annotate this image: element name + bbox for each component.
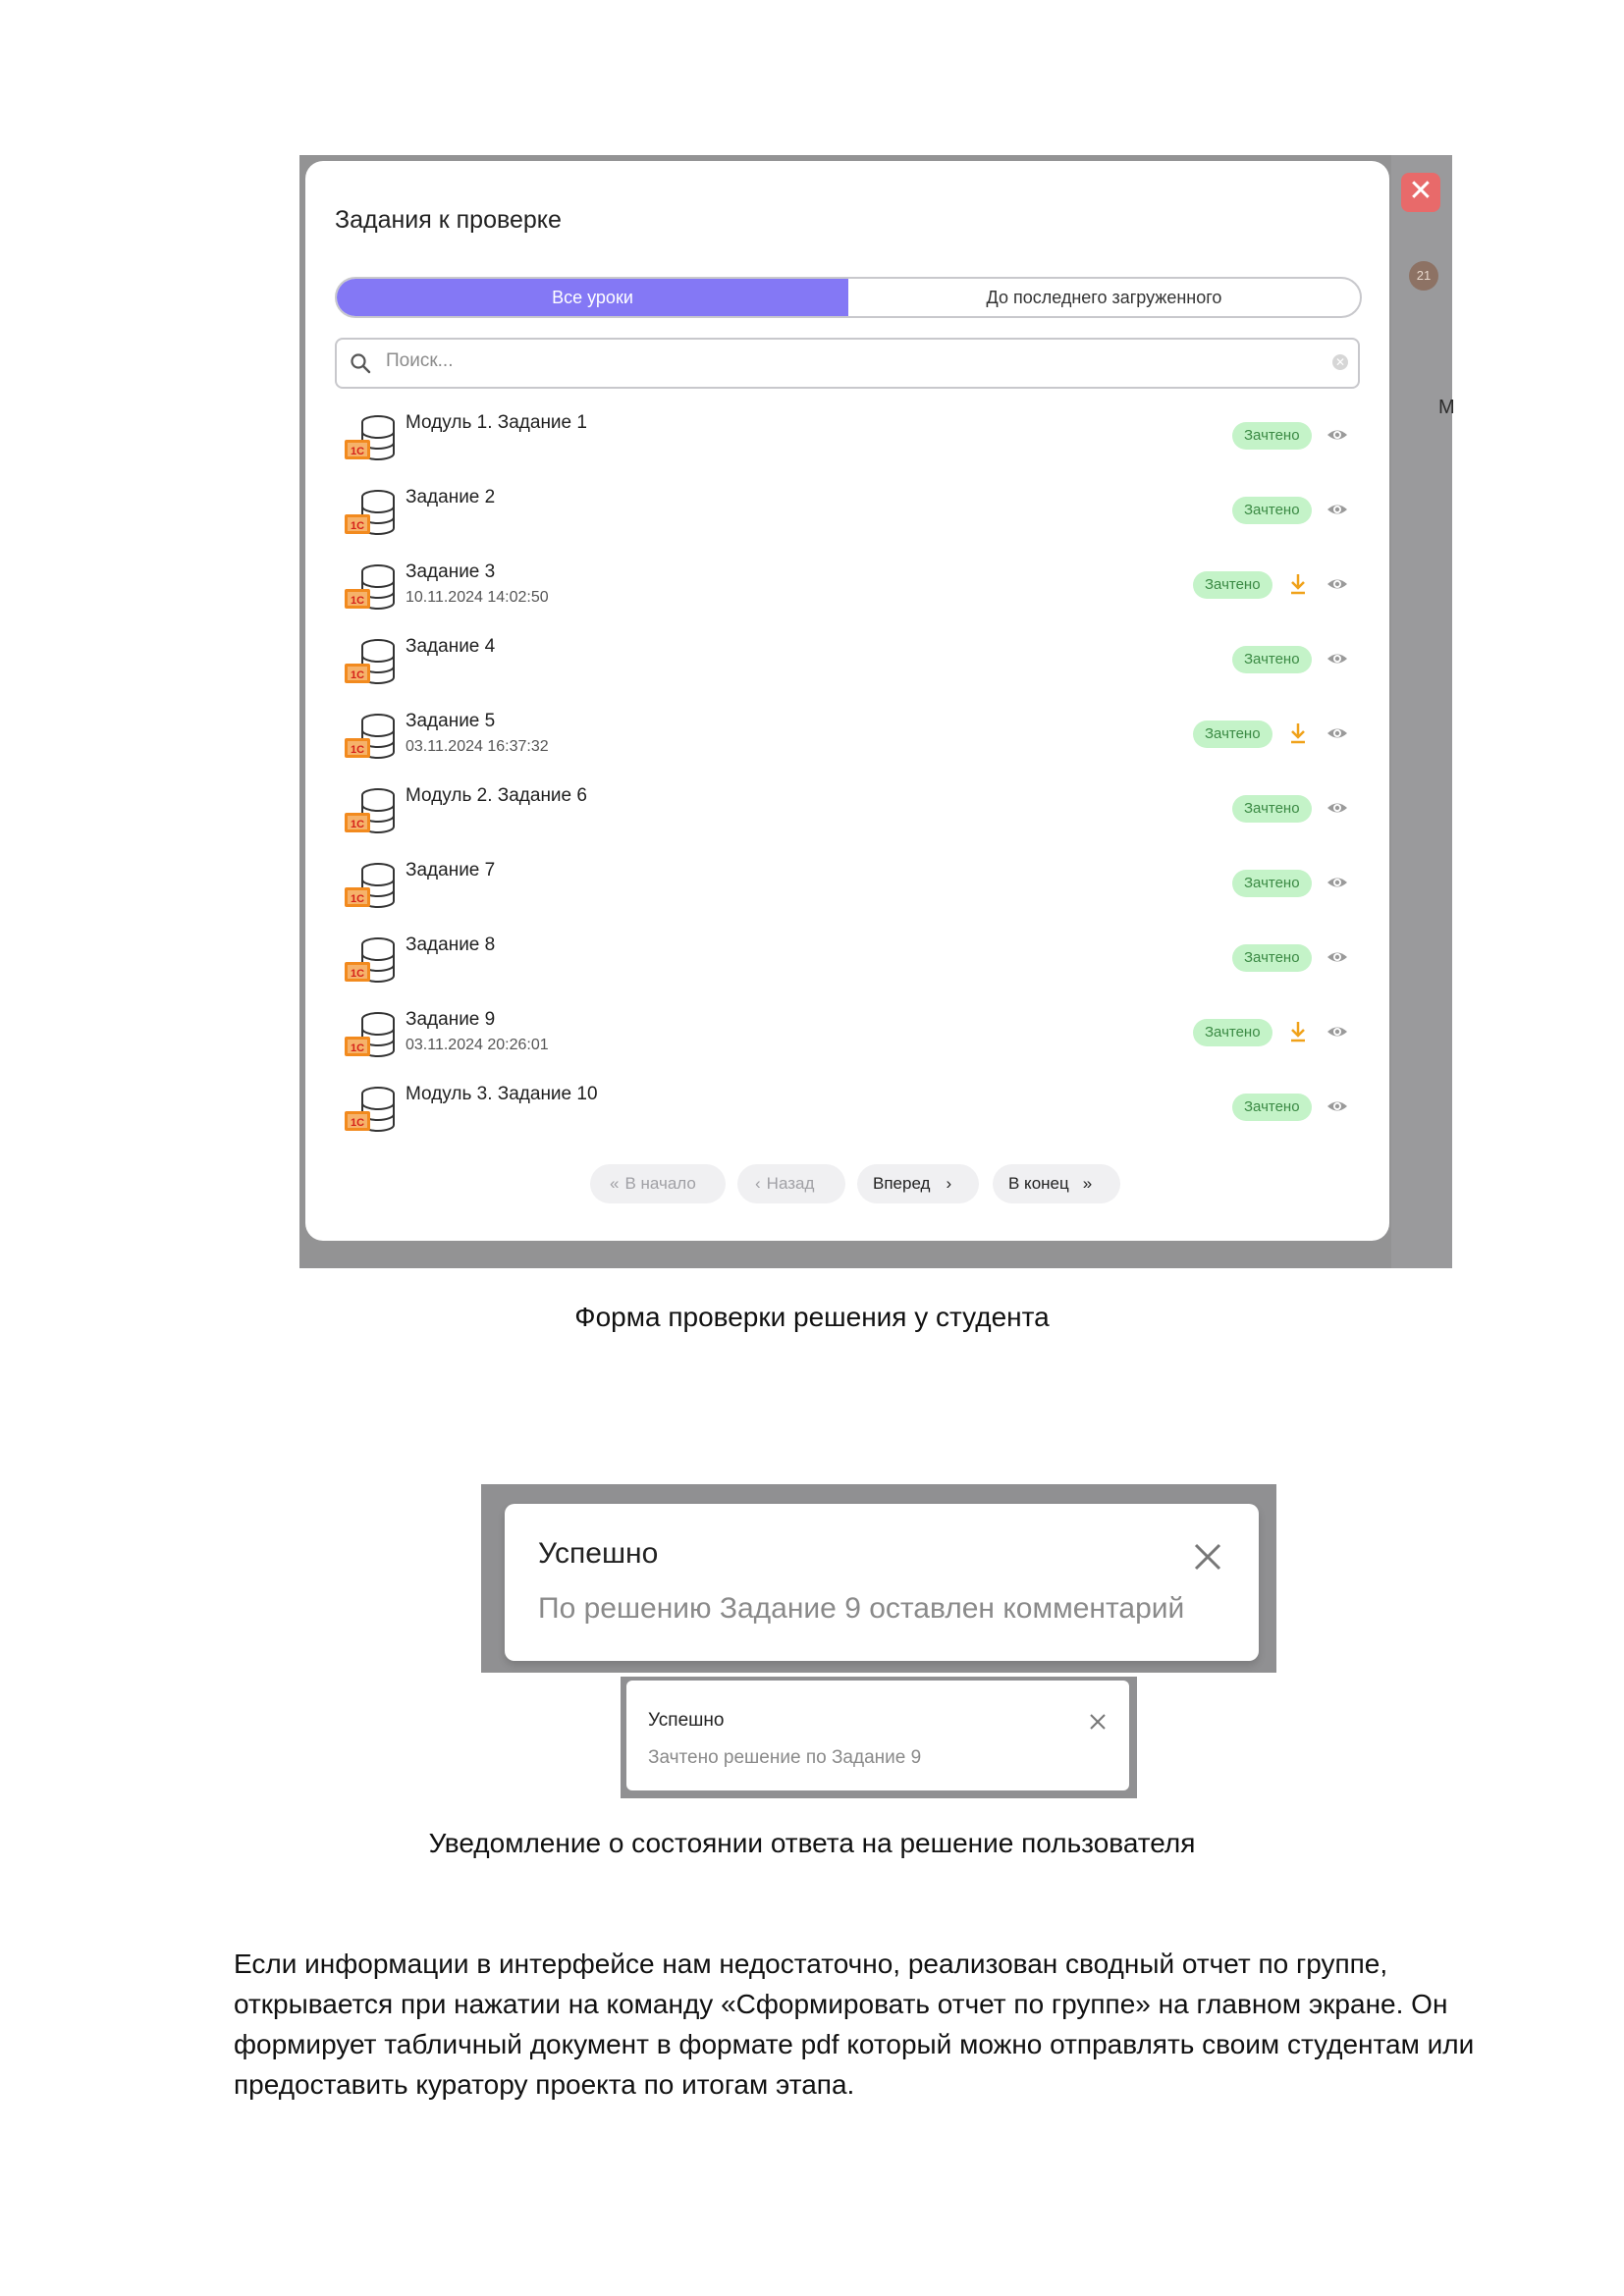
task-name: Задание 4 — [406, 636, 496, 657]
task-row[interactable] — [305, 711, 1389, 779]
svg-text:1С: 1С — [351, 968, 365, 980]
close-modal-button[interactable] — [1401, 173, 1440, 212]
eye-icon[interactable] — [1326, 948, 1348, 966]
eye-icon[interactable] — [1326, 575, 1348, 593]
close-icon[interactable] — [1088, 1712, 1108, 1732]
eye-icon[interactable] — [1326, 724, 1348, 742]
task-name: Задание 8 — [406, 934, 496, 955]
svg-text:1С: 1С — [351, 893, 365, 905]
task-name: Задание 9 — [406, 1009, 496, 1030]
pagination-last-button[interactable] — [993, 1164, 1120, 1203]
status-badge: Зачтено — [1232, 422, 1312, 450]
task-row[interactable] — [305, 860, 1389, 929]
chevron-right-icon: › — [946, 1174, 952, 1193]
lesson-filter-tabs — [335, 277, 1362, 318]
toast-accepted — [626, 1681, 1129, 1790]
status-badge: Зачтено — [1232, 944, 1312, 972]
clear-search-icon[interactable]: ✕ — [1332, 354, 1348, 370]
pagination-next-button[interactable] — [857, 1164, 979, 1203]
paragraph-line: открывается при нажатии на команду «Сформировать отчет по группе» на главном экране. Он — [234, 1989, 1448, 2019]
caption-notification: Уведомление о состоянии ответа на решение пользователя — [428, 1828, 1196, 1858]
double-chevron-left-icon: « — [610, 1174, 620, 1193]
tab-until-last-uploaded[interactable]: До последнего загруженного — [986, 288, 1222, 307]
database-1c-icon — [345, 412, 404, 471]
status-badge: Зачтено — [1193, 1019, 1272, 1046]
eye-icon[interactable] — [1326, 1023, 1348, 1041]
download-icon[interactable] — [1289, 571, 1307, 597]
task-name: Задание 2 — [406, 487, 496, 507]
task-row[interactable] — [305, 412, 1389, 481]
search-input[interactable]: Поиск... — [386, 350, 454, 371]
svg-text:1С: 1С — [351, 744, 365, 756]
caption-check-form: Форма проверки решения у студента — [574, 1302, 1050, 1332]
download-icon[interactable] — [1289, 721, 1307, 746]
pagination-first-label: В начало — [624, 1174, 696, 1193]
task-row[interactable] — [305, 1009, 1389, 1078]
paragraph-line: формирует табличный документ в формате pdf который можно отправлять своим студентам или — [234, 2029, 1475, 2059]
status-badge: Зачтено — [1232, 1094, 1312, 1121]
body-paragraph — [234, 1944, 1510, 2105]
status-badge: Зачтено — [1232, 646, 1312, 673]
eye-icon[interactable] — [1326, 650, 1348, 667]
screenshot-toast-accepted — [621, 1677, 1137, 1798]
task-row[interactable] — [305, 1084, 1389, 1152]
eye-icon[interactable] — [1326, 501, 1348, 518]
database-1c-icon — [345, 636, 404, 695]
pagination-last-label: В конец — [1008, 1174, 1069, 1193]
download-icon[interactable] — [1289, 1019, 1307, 1044]
background-panel — [1391, 155, 1452, 1268]
eye-icon[interactable] — [1326, 874, 1348, 891]
task-name: Задание 7 — [406, 860, 496, 881]
screenshot-toast-comment — [481, 1484, 1276, 1673]
task-row[interactable] — [305, 561, 1389, 630]
background-badge: 21 — [1409, 261, 1438, 291]
pagination-prev-button[interactable] — [737, 1164, 845, 1203]
task-name: Модуль 3. Задание 10 — [406, 1084, 598, 1104]
svg-text:1С: 1С — [351, 595, 365, 607]
pagination-prev-label: Назад — [766, 1174, 815, 1193]
pagination-first-button[interactable] — [590, 1164, 726, 1203]
database-1c-icon — [345, 1084, 404, 1143]
search-field[interactable] — [335, 338, 1360, 389]
svg-text:1С: 1С — [351, 819, 365, 830]
database-1c-icon — [345, 711, 404, 770]
svg-text:1С: 1С — [351, 1117, 365, 1129]
task-name: Модуль 1. Задание 1 — [406, 412, 587, 433]
database-1c-icon — [345, 561, 404, 620]
tasks-modal — [305, 161, 1389, 1241]
svg-text:1С: 1С — [351, 669, 365, 681]
task-date: 10.11.2024 14:02:50 — [406, 589, 549, 606]
toast-title: Успешно — [538, 1537, 659, 1570]
close-icon[interactable] — [1192, 1541, 1223, 1573]
toast-message: Зачтено решение по Задание 9 — [648, 1747, 922, 1768]
database-1c-icon — [345, 1009, 404, 1068]
eye-icon[interactable] — [1326, 799, 1348, 817]
background-letter: М — [1438, 397, 1455, 418]
task-row[interactable] — [305, 636, 1389, 705]
task-row[interactable] — [305, 934, 1389, 1003]
status-badge: Зачтено — [1232, 497, 1312, 524]
eye-icon[interactable] — [1326, 1097, 1348, 1115]
database-1c-icon — [345, 934, 404, 993]
paragraph-line: предоставить куратору проекта по итогам этапа. — [234, 2069, 855, 2100]
tab-all-lessons[interactable]: Все уроки — [337, 279, 848, 316]
pagination-next-label: Вперед — [873, 1174, 931, 1193]
database-1c-icon — [345, 785, 404, 844]
toast-comment — [505, 1504, 1259, 1661]
close-icon: ✕ — [1408, 175, 1434, 207]
svg-text:1С: 1С — [351, 1042, 365, 1054]
task-date: 03.11.2024 20:26:01 — [406, 1037, 549, 1053]
toast-message: По решению Задание 9 оставлен комментарий — [538, 1592, 1185, 1625]
database-1c-icon — [345, 487, 404, 546]
status-badge: Зачтено — [1232, 795, 1312, 823]
task-date: 03.11.2024 16:37:32 — [406, 738, 549, 755]
svg-text:1С: 1С — [351, 520, 365, 532]
task-row[interactable] — [305, 785, 1389, 854]
task-name: Задание 3 — [406, 561, 496, 582]
status-badge: Зачтено — [1193, 721, 1272, 748]
toast-title: Успешно — [648, 1710, 725, 1731]
task-name: Задание 5 — [406, 711, 496, 731]
screenshot-tasks-modal — [299, 155, 1455, 1268]
database-1c-icon — [345, 860, 404, 919]
modal-title: Задания к проверке — [335, 206, 562, 234]
task-row[interactable] — [305, 487, 1389, 556]
chevron-left-icon: ‹ — [755, 1174, 761, 1193]
status-badge: Зачтено — [1193, 571, 1272, 599]
status-badge: Зачтено — [1232, 870, 1312, 897]
svg-text:1С: 1С — [351, 446, 365, 457]
paragraph-line: Если информации в интерфейсе нам недостаточно, реализован сводный отчет по группе, — [234, 1949, 1388, 1979]
double-chevron-right-icon: » — [1082, 1174, 1093, 1193]
search-icon — [349, 351, 372, 375]
task-name: Модуль 2. Задание 6 — [406, 785, 587, 806]
eye-icon[interactable] — [1326, 426, 1348, 444]
